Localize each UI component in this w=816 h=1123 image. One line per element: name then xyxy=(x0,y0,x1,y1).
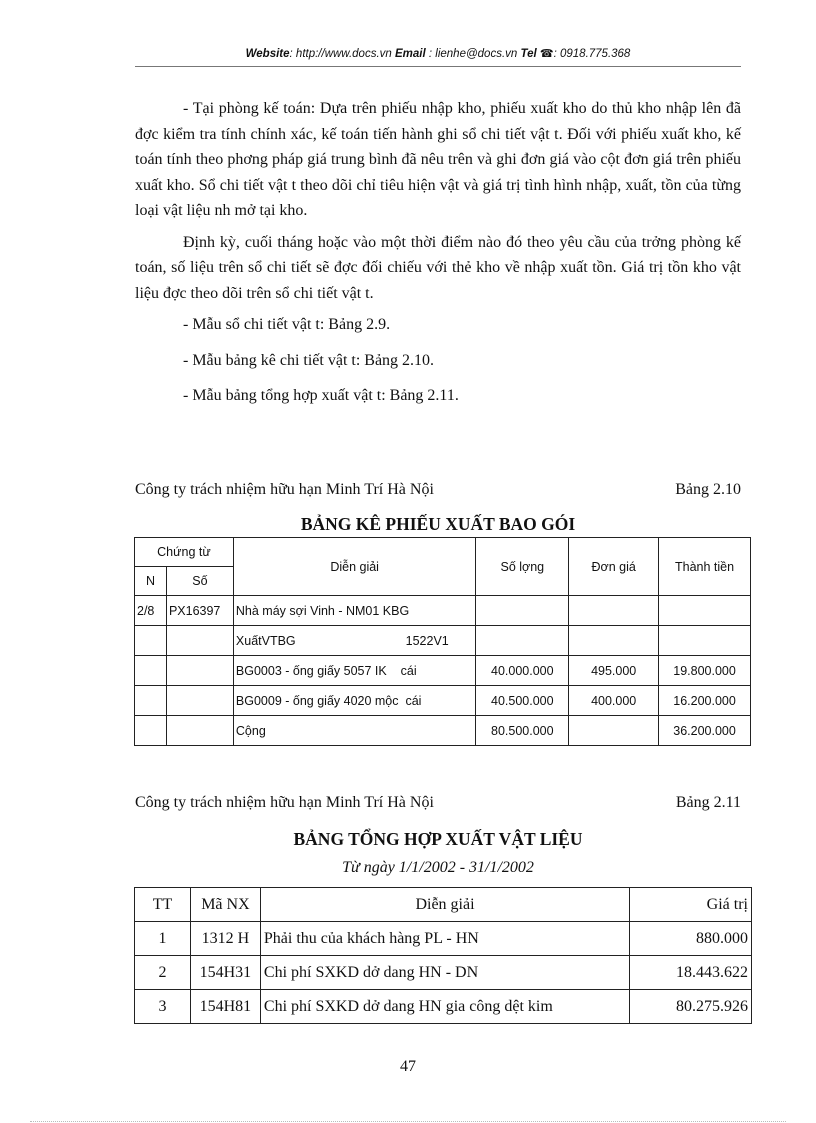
account-code: 1522V1 xyxy=(405,633,449,648)
cell-n xyxy=(135,716,167,746)
cell-gia-tri: 880.000 xyxy=(630,922,752,956)
cell-tt: 2 xyxy=(135,956,191,990)
tel-label: Tel xyxy=(520,48,537,60)
cell-don-gia: 495.000 xyxy=(569,656,659,686)
cell-dien-giai xyxy=(233,626,475,656)
table-row xyxy=(135,990,752,1024)
col-don-gia: Đơn giá xyxy=(569,538,659,596)
cell-dien-giai xyxy=(233,686,475,716)
cell-so-luong xyxy=(476,596,569,626)
col-ma-nx: Mã NX xyxy=(190,888,260,922)
cell-don-gia: 400.000 xyxy=(569,686,659,716)
cell-ma-nx: 1312 H xyxy=(190,922,260,956)
cell-thanh-tien: 16.200.000 xyxy=(659,686,751,716)
col-so: Số xyxy=(166,567,233,596)
col-so-luong: Số lợng xyxy=(476,538,569,596)
export-packaging-table xyxy=(134,537,751,746)
description-text: XuấtVTBG xyxy=(235,633,296,648)
table2-caption xyxy=(135,794,741,812)
table1-title: BẢNG KÊ PHIẾU XUẤT BAO GÓI xyxy=(300,514,576,534)
cell-thanh-tien: 19.800.000 xyxy=(659,656,751,686)
col-gia-tri: Giá trị xyxy=(630,888,752,922)
paragraph-periodic: Định kỳ, cuối tháng hoặc vào một thời điểm nào đó theo yêu cầu của trởng phòng kế toán, số liệu trên sổ chi tiết sẽ đợc đối chiếu với thẻ kho về nhập xuất tồn. Giá trị tồn kho vật liệu đợc theo dõi trên sổ chi tiết vật t. xyxy=(135,233,741,302)
table2-date-range: Từ ngày 1/1/2002 - 31/1/2002 xyxy=(342,859,534,876)
body-text xyxy=(135,96,741,419)
table-row xyxy=(135,596,751,626)
company-name: Công ty trách nhiệm hữu hạn Minh Trí Hà Nội xyxy=(135,481,434,498)
cell-dien-giai: Cộng xyxy=(233,716,475,746)
table-row xyxy=(135,686,751,716)
table-ref: Bảng 2.10 xyxy=(675,481,741,498)
table-row xyxy=(135,626,751,656)
telephone-icon: ☎ xyxy=(539,48,554,60)
cell-so xyxy=(166,716,233,746)
page-number: 47 xyxy=(400,1058,416,1075)
cell-don-gia xyxy=(569,596,659,626)
cell-thanh-tien xyxy=(659,626,751,656)
table-row xyxy=(135,922,752,956)
cell-tt: 3 xyxy=(135,990,191,1024)
website-value[interactable]: : http://www.docs.vn xyxy=(289,48,392,60)
unit-text: cái xyxy=(400,663,417,678)
cell-n xyxy=(135,686,167,716)
cell-tt: 1 xyxy=(135,922,191,956)
cell-ma-nx: 154H31 xyxy=(190,956,260,990)
table-row xyxy=(135,656,751,686)
col-thanh-tien: Thành tiền xyxy=(659,538,751,596)
col-n: N xyxy=(135,567,167,596)
email-value[interactable]: : lienhe@docs.vn xyxy=(428,48,518,60)
description-text: BG0003 - ống giấy 5057 IK xyxy=(235,663,387,678)
cell-so-luong: 80.500.000 xyxy=(476,716,569,746)
description-text: BG0009 - ống giấy 4020 mộc xyxy=(235,693,399,708)
unit-text: cái xyxy=(405,693,422,708)
cell-gia-tri: 18.443.622 xyxy=(630,956,752,990)
cell-so xyxy=(166,686,233,716)
cell-dien-giai: Nhà máy sợi Vinh - NM01 KBG xyxy=(233,596,475,626)
cell-so-luong: 40.000.000 xyxy=(476,656,569,686)
cell-ma-nx: 154H81 xyxy=(190,990,260,1024)
cell-n xyxy=(135,656,167,686)
list-item: - Mẫu bảng kê chi tiết vật t: Bảng 2.10. xyxy=(183,351,435,369)
cell-thanh-tien: 36.200.000 xyxy=(659,716,751,746)
website-label: Website xyxy=(245,48,290,60)
cell-so xyxy=(166,626,233,656)
cell-so xyxy=(166,656,233,686)
col-chung-tu: Chứng từ xyxy=(135,538,234,567)
col-dien-giai: Diễn giải xyxy=(233,538,475,596)
cell-thanh-tien xyxy=(659,596,751,626)
cell-n: 2/8 xyxy=(135,596,167,626)
cell-so: PX16397 xyxy=(166,596,233,626)
cell-dien-giai xyxy=(233,656,475,686)
table-ref: Bảng 2.11 xyxy=(675,794,741,811)
cell-don-gia xyxy=(569,626,659,656)
email-label: Email xyxy=(395,48,426,60)
table2-title: BẢNG TỔNG HỢP XUẤT VẬT LIỆU xyxy=(293,829,583,849)
cell-so-luong: 40.500.000 xyxy=(476,686,569,716)
table1-caption xyxy=(135,481,741,499)
table-header-row xyxy=(135,888,752,922)
company-name: Công ty trách nhiệm hữu hạn Minh Trí Hà Nội xyxy=(135,794,434,811)
paragraph-accounting-room: - Tại phòng kế toán: Dựa trên phiếu nhập kho, phiếu xuất kho do thủ kho nhập lên đã đợc kiểm tra tính chính xác, kế toán tiến hành ghi sổ chi tiết vật t. Đối với phiếu xuất kho, kế toán tính theo phơng pháp giá trung bình đã nêu trên và ghi đơn giá vào cột đơn giá trên phiếu xuất kho. Sổ chi tiết vật t theo dõi chỉ tiêu hiện vật và giá trị tình hình nhập, xuất, tồn của từng loại vật liệu nh mở tại kho. xyxy=(135,100,741,219)
tel-value: : 0918.775.368 xyxy=(553,48,631,60)
cell-n xyxy=(135,626,167,656)
cell-dien-giai: Phải thu của khách hàng PL - HN xyxy=(260,922,629,956)
col-tt: TT xyxy=(135,888,191,922)
table-total-row xyxy=(135,716,751,746)
cell-so-luong xyxy=(476,626,569,656)
cell-dien-giai: Chi phí SXKD dở dang HN gia công dệt kim xyxy=(260,990,629,1024)
table-row xyxy=(135,956,752,990)
header-divider xyxy=(135,66,741,67)
material-export-summary-table xyxy=(134,887,752,1024)
col-dien-giai: Diễn giải xyxy=(260,888,629,922)
list-item: - Mẫu sổ chi tiết vật t: Bảng 2.9. xyxy=(183,316,391,333)
footer-divider xyxy=(30,1121,786,1122)
cell-don-gia xyxy=(569,716,659,746)
cell-dien-giai: Chi phí SXKD dở dang HN - DN xyxy=(260,956,629,990)
page-header xyxy=(135,47,741,60)
list-item: - Mẫu bảng tổng hợp xuất vật t: Bảng 2.11. xyxy=(183,387,459,404)
table-header-row xyxy=(135,538,751,567)
cell-gia-tri: 80.275.926 xyxy=(630,990,752,1024)
